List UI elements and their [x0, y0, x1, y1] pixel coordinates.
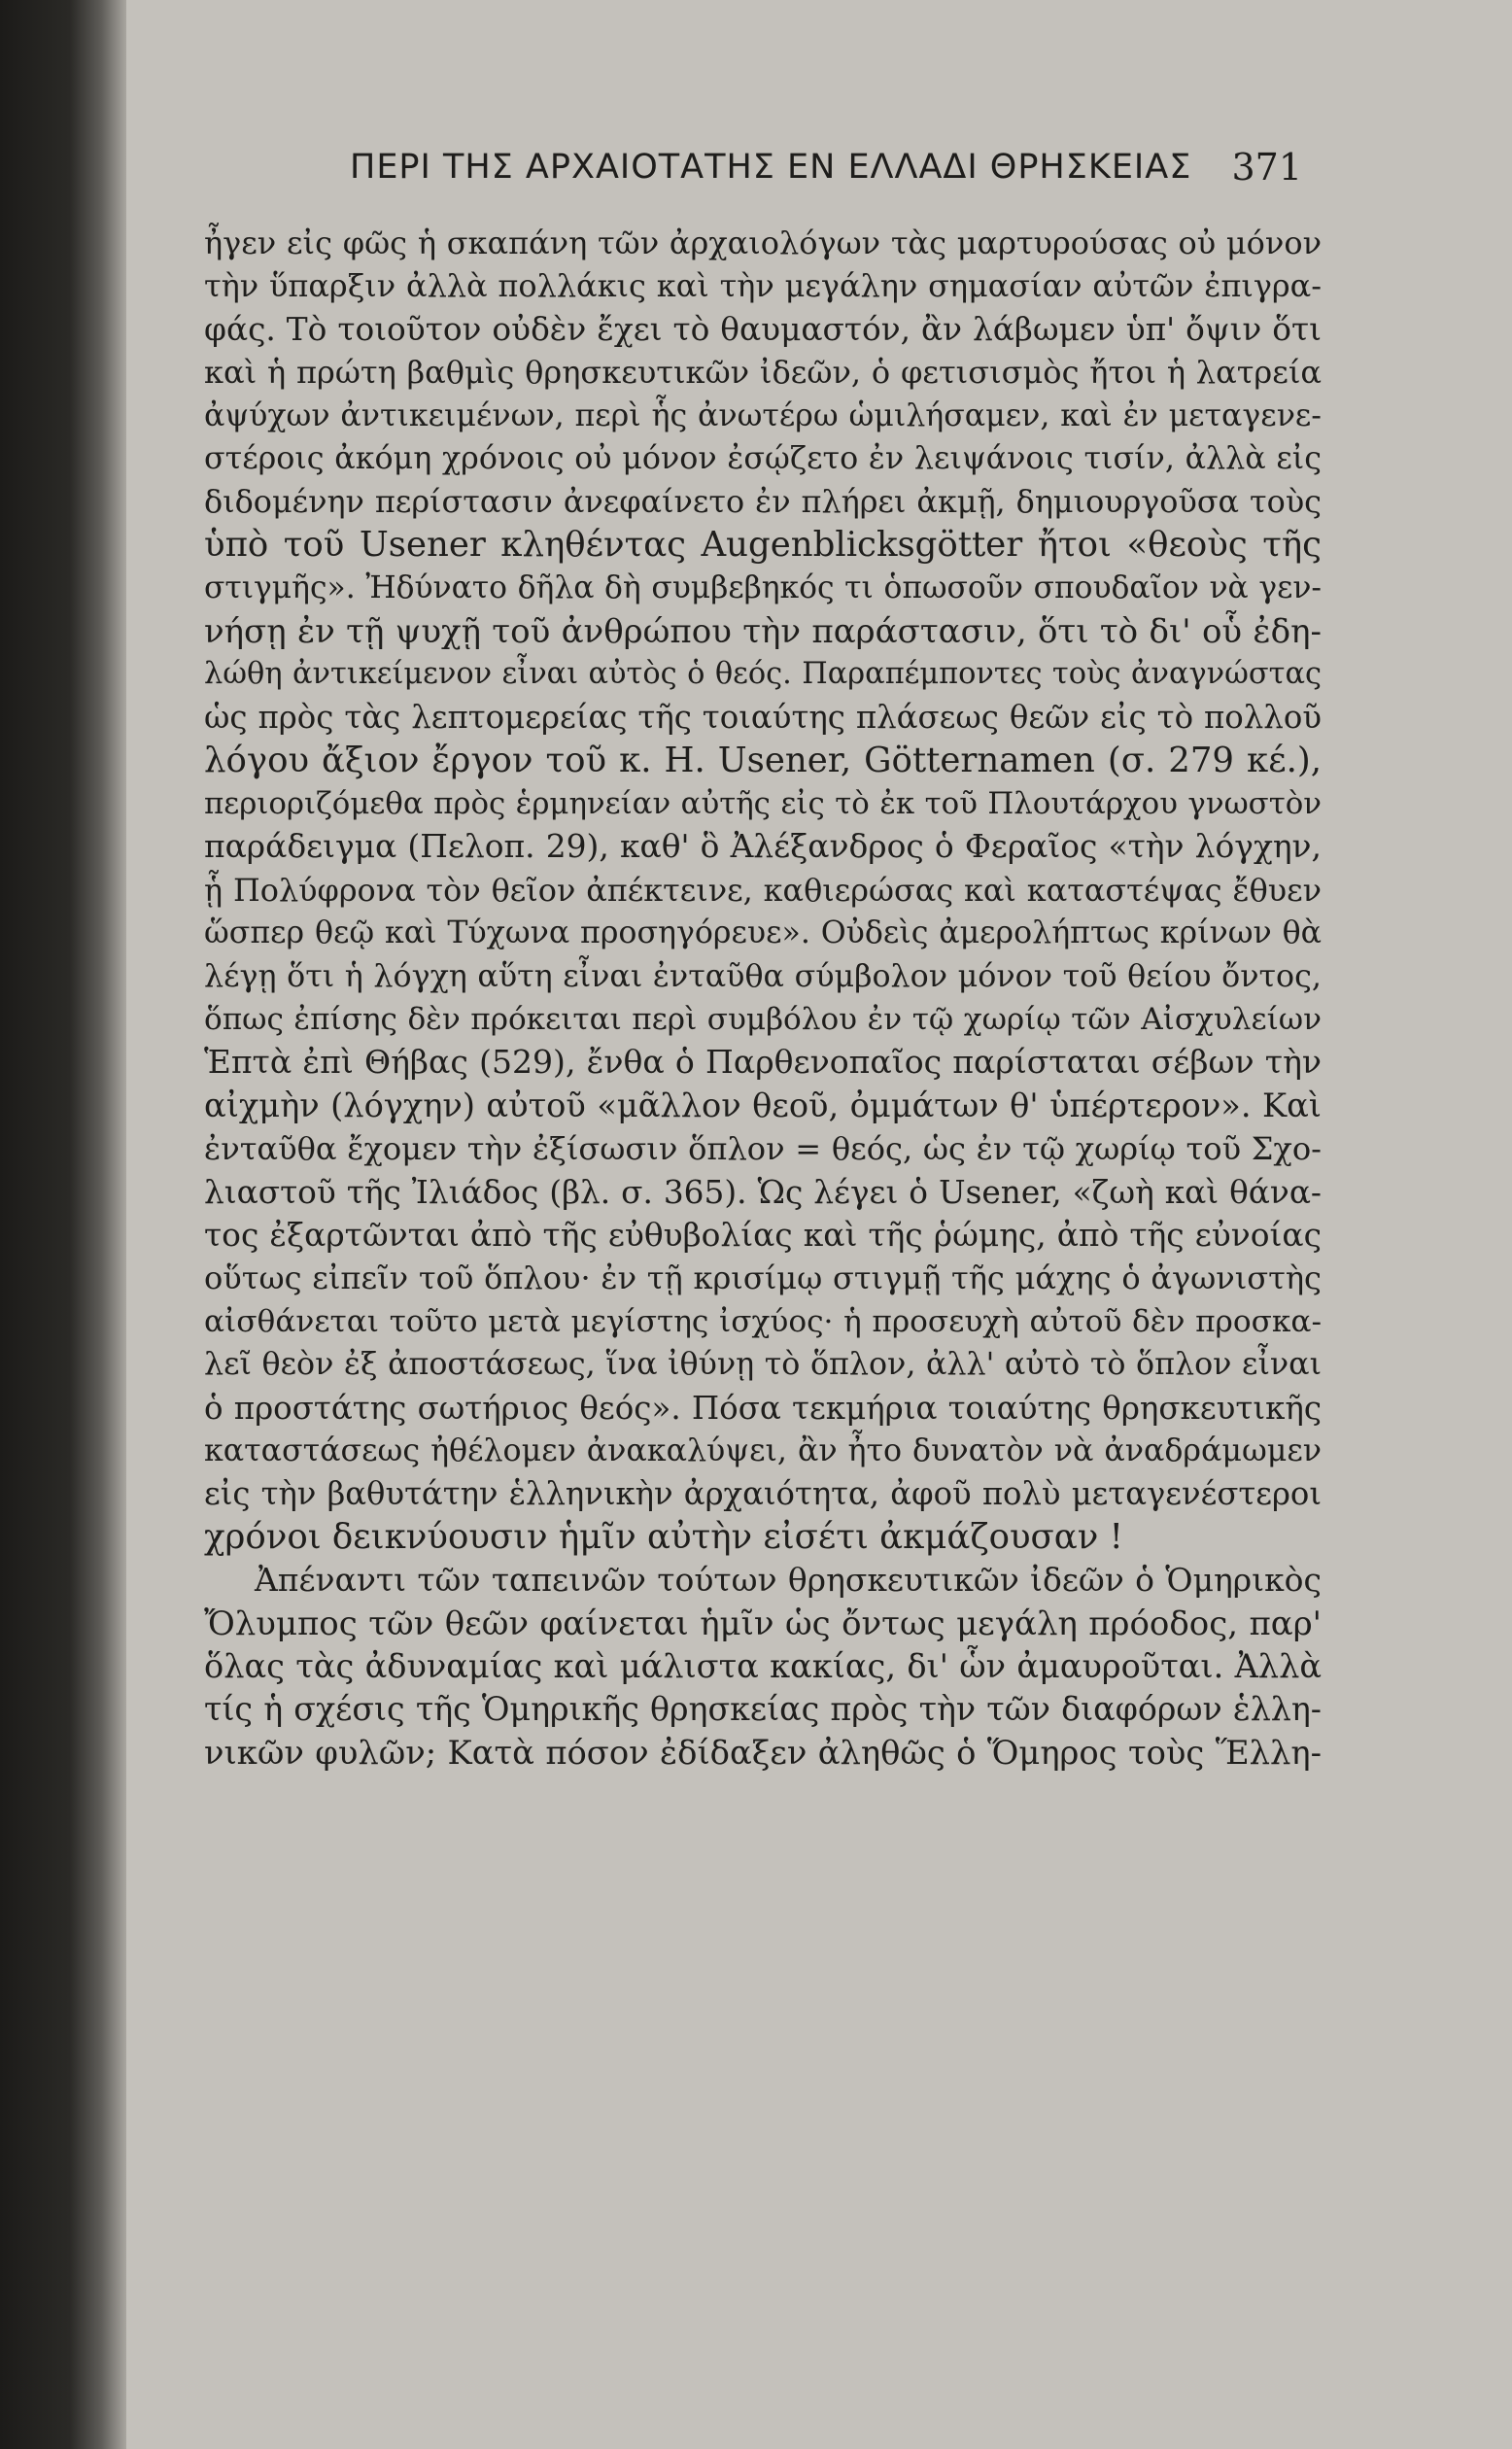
running-title: ΠΕΡΙ ΤΗΣ ΑΡΧΑΙΟΤΑΤΗΣ ΕΝ ΕΛΛΑΔΙ ΘΡΗΣΚΕΙΑΣ: [350, 148, 1192, 187]
text-line: καταστάσεως ἠθέλομεν ἀνακαλύψει, ἂν ἦτο δυνατὸν νὰ ἀναδράμωμεν: [204, 1432, 1322, 1468]
text-line: τὴν ὕπαρξιν ἀλλὰ πολλάκις καὶ τὴν μεγάλην σημασίαν αὐτῶν ἐπιγρα-: [204, 267, 1322, 305]
text-line: νήσῃ ἐν τῇ ψυχῇ τοῦ ἀνθρώπου τὴν παράστασιν, ὅτι τὸ δι' οὗ ἐδη-: [204, 611, 1322, 651]
text-line: παράδειγμα (Πελοπ. 29), καθ' ὃ Ἀλέξανδρος ὁ Φεραῖος «τὴν λόγχην,: [204, 827, 1322, 866]
text-line: ᾗ Πολύφρονα τὸν θεῖον ἀπέκτεινε, καθιερώσας καὶ καταστέψας ἔθυεν: [204, 871, 1322, 909]
text-line: ὡς πρὸς τὰς λεπτομερείας τῆς τοιαύτης πλάσεως θεῶν εἰς τὸ πολλοῦ: [204, 699, 1322, 737]
text-line: νικῶν φυλῶν; Κατὰ πόσον ἐδίδαξεν ἀληθῶς ὁ Ὅμηρος τοὺς Ἕλλη-: [204, 1733, 1322, 1772]
text-line: ἀψύχων ἀντικειμένων, περὶ ἧς ἀνωτέρω ὡμιλήσαμεν, καὶ ἐν μεταγενε-: [204, 397, 1322, 433]
body-text: [204, 222, 1322, 1775]
page-number: 371: [1231, 146, 1302, 189]
text-line: ἐνταῦθα ἔχομεν τὴν ἐξίσωσιν ὅπλον = θεός, ὡς ἐν τῷ χωρίῳ τοῦ Σχο-: [204, 1130, 1322, 1168]
text-line: χρόνοι δεικνύουσιν ἡμῖν αὐτὴν εἰσέτι ἀκμάζουσαν !: [204, 1516, 1123, 1557]
text-line: φάς. Τὸ τοιοῦτον οὐδὲν ἔχει τὸ θαυμαστόν, ἂν λάβωμεν ὑπ' ὄψιν ὅτι: [204, 310, 1322, 348]
text-line: ὑπὸ τοῦ Usener κληθέντας Augenblicksgötter ἤτοι «θεοὺς τῆς: [204, 524, 1322, 565]
text-line: ὅπως ἐπίσης δὲν πρόκειται περὶ συμβόλου ἐν τῷ χωρίῳ τῶν Αἰσχυλείων: [204, 1002, 1322, 1038]
text-line: καὶ ἡ πρώτη βαθμὶς θρησκευτικῶν ἰδεῶν, ὁ φετισισμὸς ἤτοι ἡ λατρεία: [204, 354, 1322, 392]
text-line: τίς ἡ σχέσις τῆς Ὁμηρικῆς θρησκείας πρὸς τὴν τῶν διαφόρων ἑλλη-: [204, 1690, 1322, 1729]
text-line: περιοριζόμεθα πρὸς ἑρμηνείαν αὐτῆς εἰς τὸ ἐκ τοῦ Πλουτάρχου γνωστὸν: [204, 786, 1322, 822]
text-line: Ἀπέναντι τῶν ταπεινῶν τούτων θρησκευτικῶν ἰδεῶν ὁ Ὁμηρικὸς: [255, 1561, 1322, 1600]
text-line: στιγμῆς». Ἠδύνατο δῆλα δὴ συμβεβηκός τι ὁπωσοῦν σπουδαῖον νὰ γεν-: [204, 570, 1322, 606]
text-line: ὁ προστάτης σωτήριος θεός». Πόσα τεκμήρια τοιαύτης θρησκευτικῆς: [204, 1389, 1322, 1427]
page-header: [229, 144, 1322, 202]
text-line: αἰσθάνεται τοῦτο μετὰ μεγίστης ἰσχύος· ἡ προσευχὴ αὐτοῦ δὲν προσκα-: [204, 1303, 1322, 1339]
text-line: διδομένην περίστασιν ἀνεφαίνετο ἐν πλήρει ἀκμῇ, δημιουργοῦσα τοὺς: [204, 483, 1322, 521]
book-binding-shadow: [0, 0, 126, 2449]
text-line: λώθη ἀντικείμενον εἶναι αὐτὸς ὁ θεός. Παραπέμποντες τοὺς ἀναγνώστας: [204, 656, 1322, 691]
text-line: λεῖ θεὸν ἐξ ἀποστάσεως, ἵνα ἰθύνῃ τὸ ὅπλον, ἀλλ' αὐτὸ τὸ ὅπλον εἶναι: [204, 1347, 1322, 1383]
text-line: στέροις ἀκόμη χρόνοις οὐ μόνον ἐσῴζετο ἐν λειψάνοις τισίν, ἀλλὰ εἰς: [204, 440, 1322, 476]
text-line: ἦγεν εἰς φῶς ἡ σκαπάνη τῶν ἀρχαιολόγων τὰς μαρτυρούσας οὐ μόνον: [204, 224, 1322, 261]
text-line: τος ἐξαρτῶνται ἀπὸ τῆς εὐθυβολίας καὶ τῆς ῥώμης, ἀπὸ τῆς εὐνοίας: [204, 1215, 1322, 1254]
text-line: ὥσπερ θεῷ καὶ Τύχωνα προσηγόρευε». Οὐδεὶς ἀμερολήπτως κρίνων θὰ: [204, 915, 1322, 951]
text-line: λέγῃ ὅτι ἡ λόγχη αὕτη εἶναι ἐνταῦθα σύμβολον μόνον τοῦ θείου ὄντος,: [204, 958, 1322, 994]
text-line: οὕτως εἰπεῖν τοῦ ὅπλου· ἐν τῇ κρισίμῳ στιγμῇ τῆς μάχης ὁ ἀγωνιστὴς: [204, 1259, 1322, 1297]
text-line: ὅλας τὰς ἀδυναμίας καὶ μάλιστα κακίας, δι' ὧν ἀμαυροῦται. Ἀλλὰ: [204, 1646, 1322, 1685]
text-line: Ἑπτὰ ἐπὶ Θήβας (529), ἔνθα ὁ Παρθενοπαῖος παρίσταται σέβων τὴν: [204, 1043, 1322, 1082]
text-line: εἰς τὴν βαθυτάτην ἑλληνικὴν ἀρχαιότητα, ἀφοῦ πολὺ μεταγενέστεροι: [204, 1475, 1322, 1513]
text-line: Ὄλυμπος τῶν θεῶν φαίνεται ἡμῖν ὡς ὄντως μεγάλη πρόοδος, παρ': [204, 1604, 1322, 1643]
text-line: λόγου ἄξιον ἔργον τοῦ κ. H. Usener, Götternamen (σ. 279 κέ.),: [204, 740, 1322, 780]
text-line: αἰχμὴν (λόγχην) αὐτοῦ «μᾶλλον θεοῦ, ὀμμάτων θ' ὑπέρτερον». Καὶ: [204, 1086, 1322, 1124]
text-line: λιαστοῦ τῆς Ἰλιάδος (βλ. σ. 365). Ὡς λέγει ὁ Usener, «ζωὴ καὶ θάνα-: [204, 1173, 1322, 1211]
